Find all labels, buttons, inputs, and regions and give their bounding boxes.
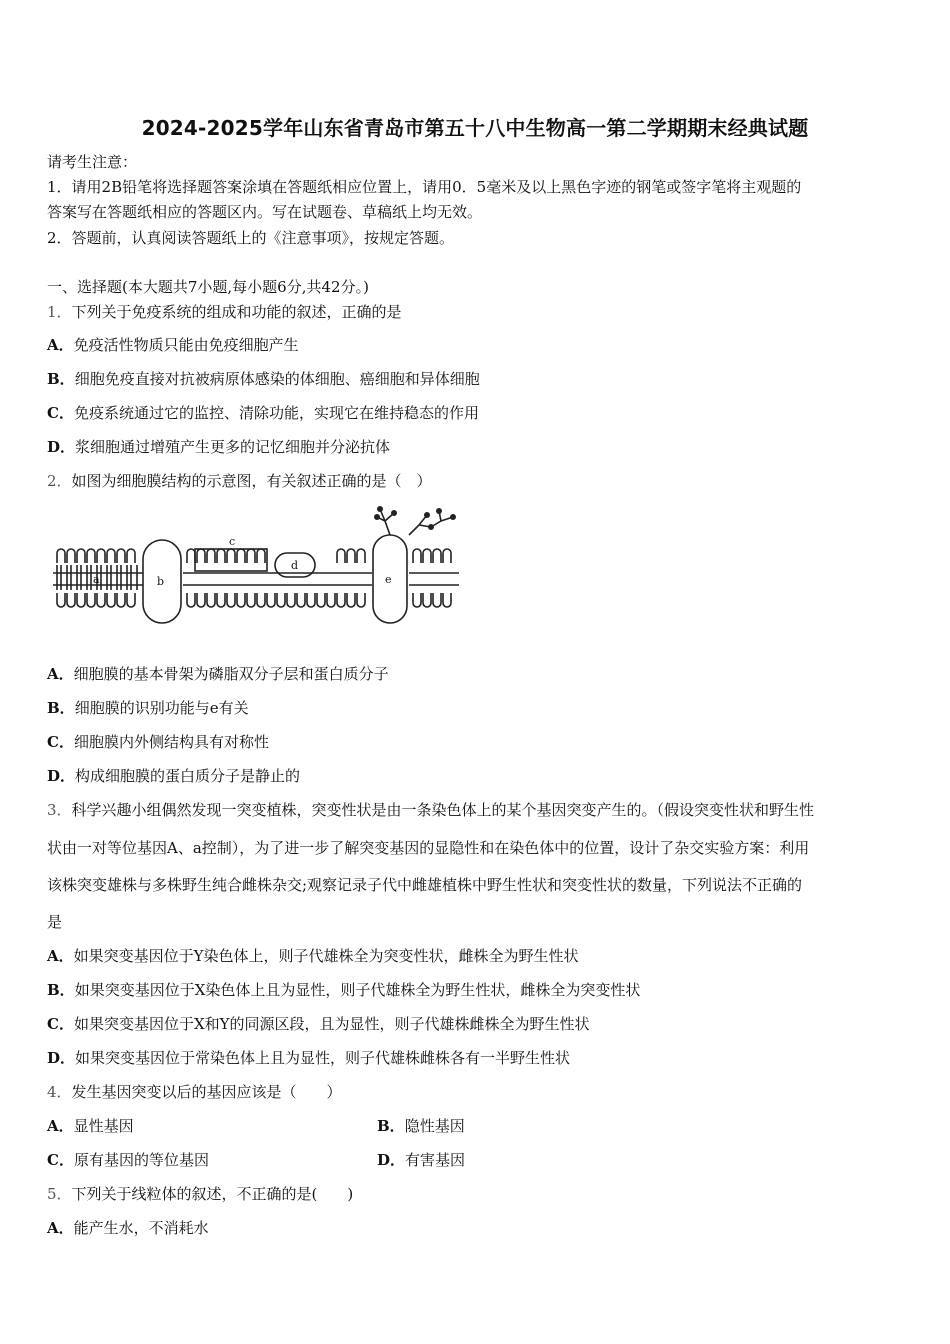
label-b: b xyxy=(157,575,165,588)
q2-option-c: C．细胞膜内外侧结构具有对称性 xyxy=(47,733,269,751)
question-stem: 下列关于免疫系统的组成和功能的叙述，正确的是 xyxy=(71,303,402,321)
q4-option-c: C．原有基因的等位基因 xyxy=(47,1151,209,1169)
label-d: d xyxy=(291,559,299,572)
q4-option-d: D．有害基因 xyxy=(377,1151,466,1169)
q4-option-b: B．隐性基因 xyxy=(377,1117,465,1135)
question-3-line-1: 3．科学兴趣小组偶然发现一突变植株，突变性状是由一条染色体上的某个基因突变产生的。（假设突变性状和野生性 xyxy=(47,801,815,819)
cell-membrane-diagram xyxy=(47,505,467,630)
q2-option-b: B．细胞膜的识别功能与e有关 xyxy=(47,699,249,717)
page-title: 2024-2025学年山东省青岛市第五十八中生物高一第二学期期末经典试题 xyxy=(141,116,809,140)
q3-option-a: A．如果突变基因位于Y染色体上，则子代雄株全为突变性状，雌株全为野生性状 xyxy=(47,947,579,965)
question-4: 4．发生基因突变以后的基因应该是（ ） xyxy=(47,1083,342,1101)
q2-option-a: A．细胞膜的基本骨架为磷脂双分子层和蛋白质分子 xyxy=(47,665,389,683)
question-3-line-3: 该株突变雄株与多株野生纯合雌株杂交;观察记录子代中雌雄植株中野生性状和突变性状的数量，下列说法不正确的 xyxy=(47,876,803,894)
question-3-line-2: 状由一对等位基因A、a控制），为了进一步了解突变基因的显隐性和在染色体中的位置，设计了杂交实验方案：利用 xyxy=(47,839,810,857)
q5-option-a: A．能产生水，不消耗水 xyxy=(47,1219,209,1237)
notice-item-1b: 答案写在答题纸相应的答题区内。写在试题卷、草稿纸上均无效。 xyxy=(47,203,483,221)
q3-option-d: D．如果突变基因位于常染色体上且为显性，则子代雄株雌株各有一半野生性状 xyxy=(47,1049,571,1067)
question-5: 5．下列关于线粒体的叙述，不正确的是( ) xyxy=(47,1185,354,1203)
question-1 xyxy=(47,302,402,322)
question-number: 1． xyxy=(47,303,72,321)
notice-item-1a: 1．请用2B铅笔将选择题答案涂填在答题纸相应位置上，请用0．5毫米及以上黑色字迹的钢笔或签字笔将主观题的 xyxy=(47,178,802,196)
section-heading: 一、选择题(本大题共7小题,每小题6分,共42分。) xyxy=(47,278,369,296)
q2-option-d: D．构成细胞膜的蛋白质分子是静止的 xyxy=(47,767,301,785)
q1-option-a: A．免疫活性物质只能由免疫细胞产生 xyxy=(47,336,299,354)
label-c: c xyxy=(229,535,236,548)
q3-option-c: C．如果突变基因位于X和Y的同源区段，且为显性，则子代雄株雌株全为野生性状 xyxy=(47,1015,590,1033)
q4-option-a: A．显性基因 xyxy=(47,1117,134,1135)
question-3-line-4: 是 xyxy=(47,913,63,931)
label-e: e xyxy=(385,573,392,586)
q1-option-c: C．免疫系统通过它的监控、清除功能，实现它在维持稳态的作用 xyxy=(47,404,479,422)
phospholipid-upper-left xyxy=(57,549,135,563)
q3-option-b: B．如果突变基因位于X染色体上且为显性，则子代雄株全为野生性状，雌株全为突变性状 xyxy=(47,981,641,999)
notice-item-2: 2．答题前，认真阅读答题纸上的《注意事项》，按规定答题。 xyxy=(47,229,455,247)
label-a: a xyxy=(93,573,100,586)
notice-heading: 请考生注意： xyxy=(47,153,138,171)
q1-option-b: B．细胞免疫直接对抗被病原体感染的体细胞、癌细胞和异体细胞 xyxy=(47,370,480,388)
q1-option-d: D．浆细胞通过增殖产生更多的记忆细胞并分泌抗体 xyxy=(47,438,391,456)
question-2: 2．如图为细胞膜结构的示意图，有关叙述正确的是（ ） xyxy=(47,472,432,490)
phospholipid-lower-left xyxy=(57,593,135,607)
